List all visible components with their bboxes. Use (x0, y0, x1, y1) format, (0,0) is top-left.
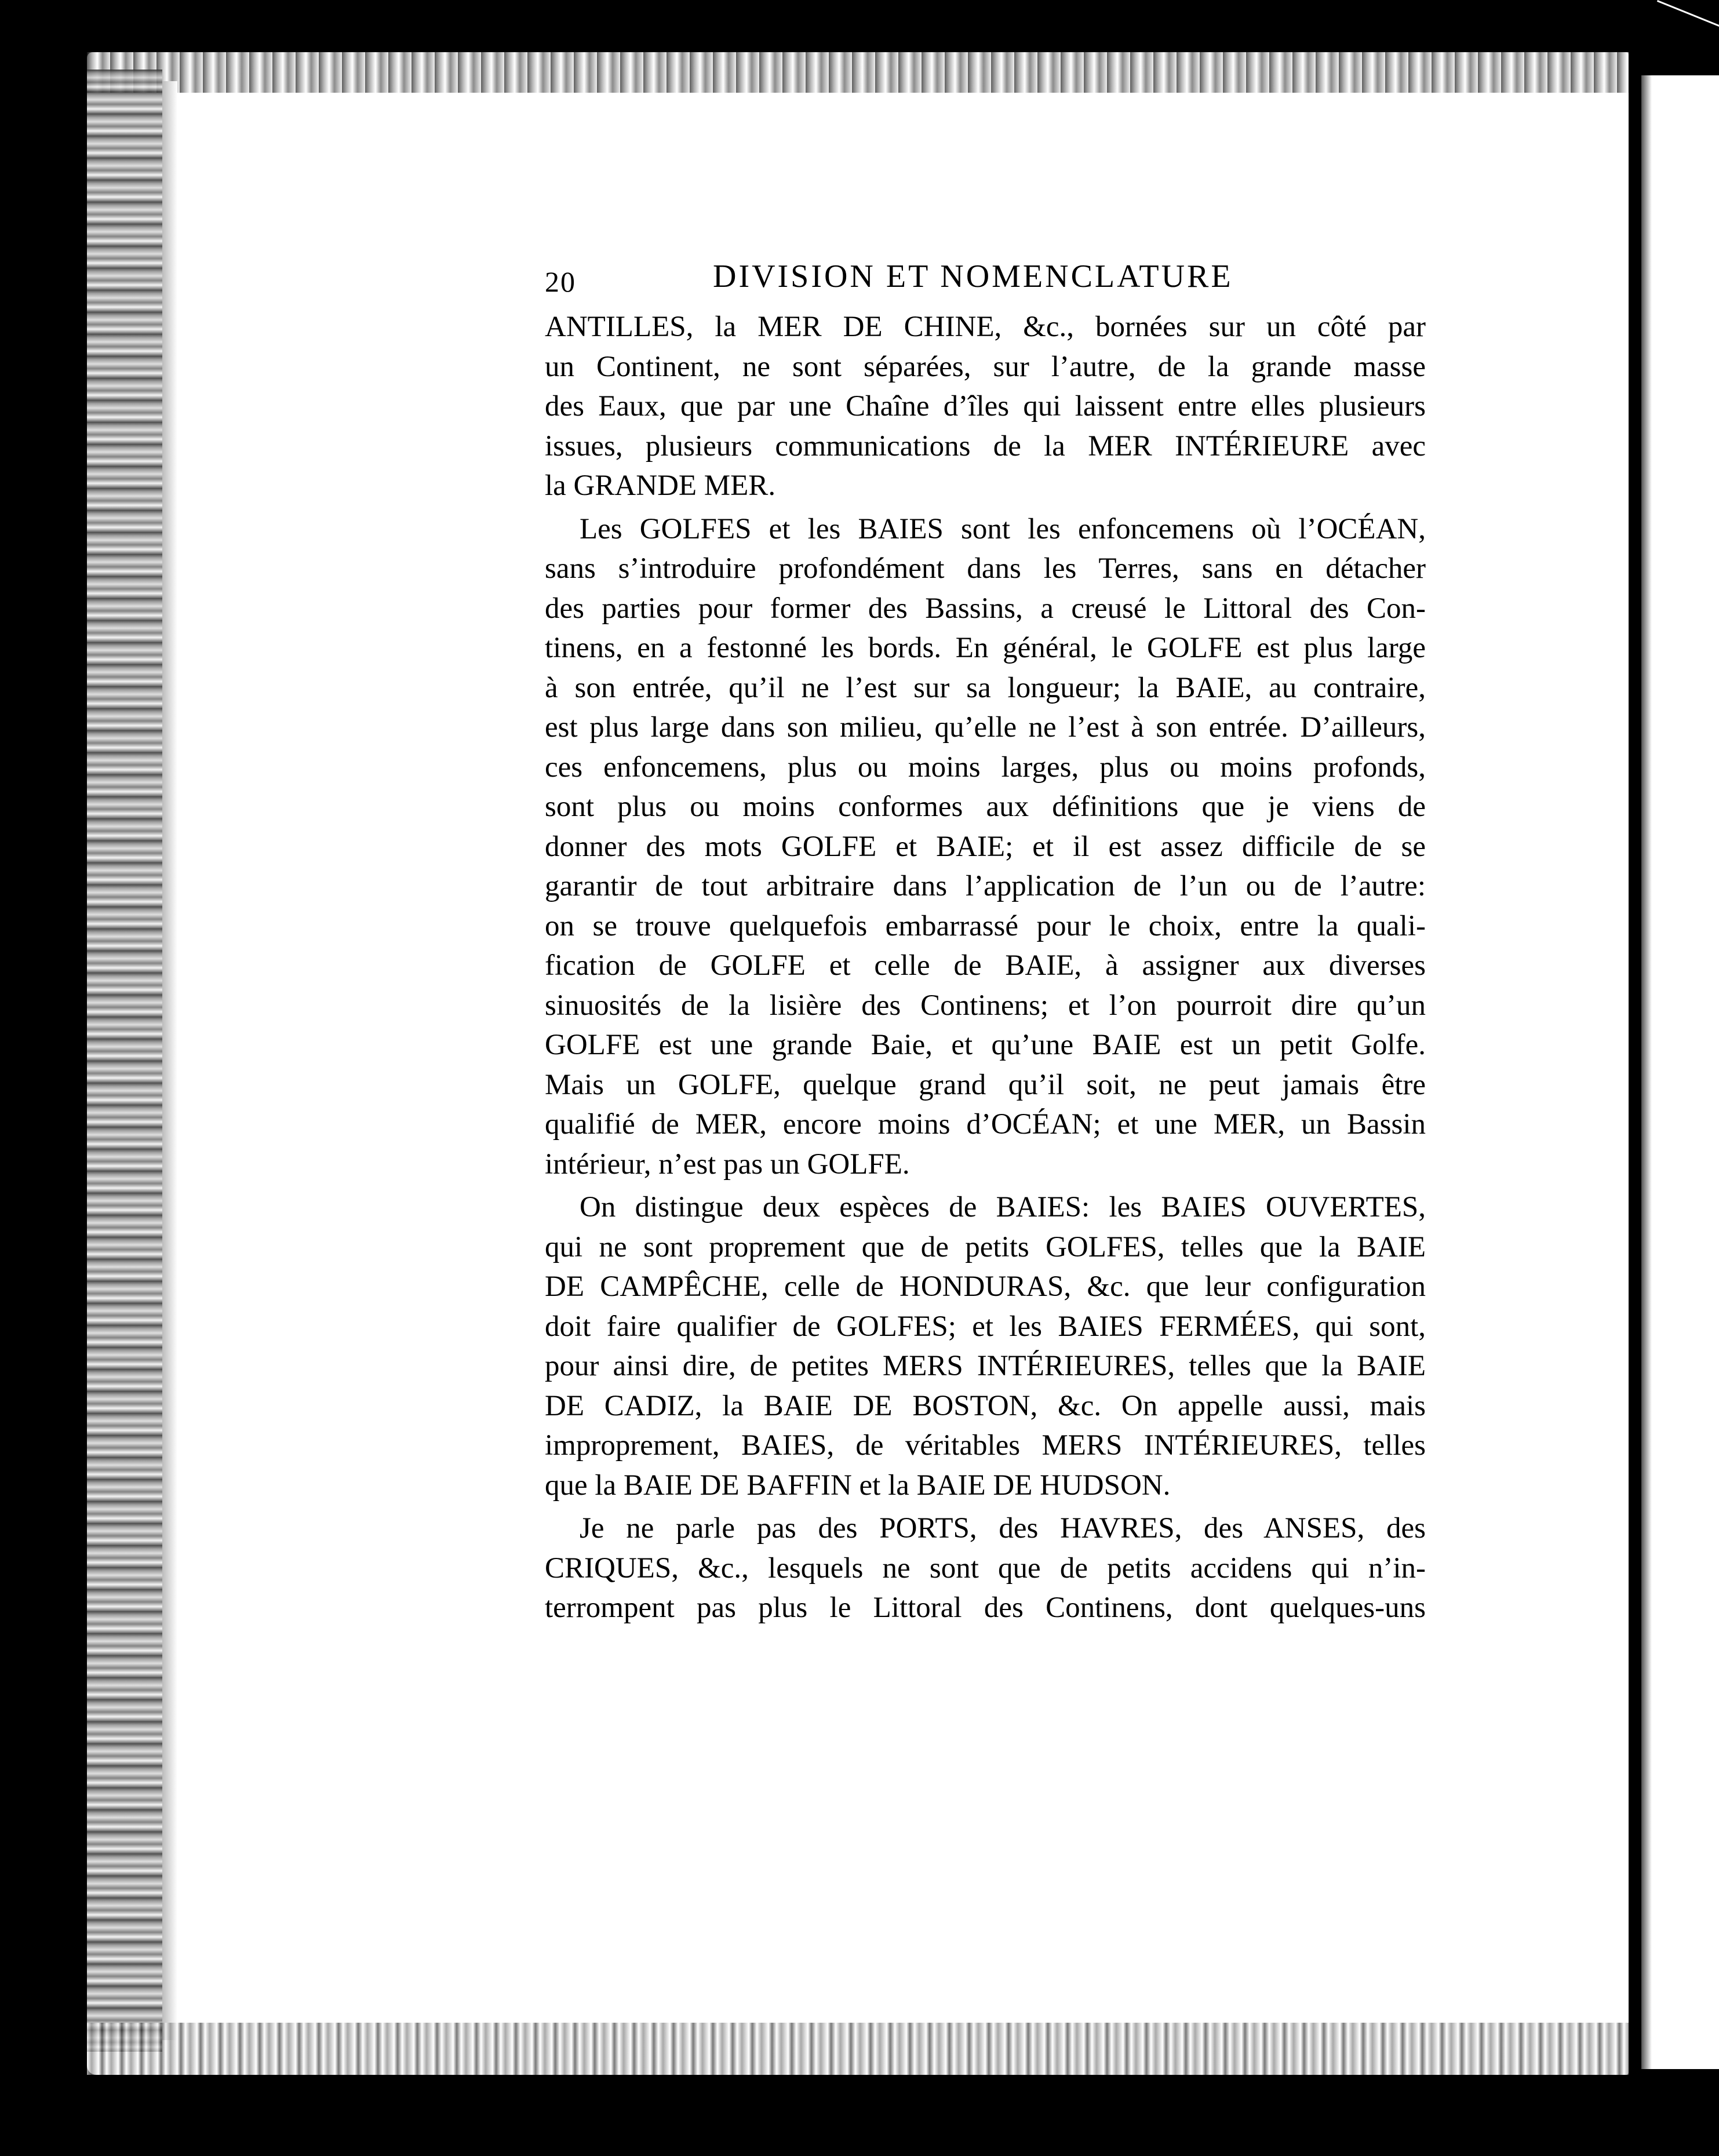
text-line: CRIQUES, &c., lesquels ne sont que de petits accidens qui n’in- (545, 1552, 1426, 1585)
running-head (545, 258, 1426, 304)
text-line: GOLFE est une grande Baie, et qu’une BAIE est un petit Golfe. (545, 1029, 1426, 1061)
facing-page-shadow (1641, 75, 1652, 2069)
page-worn-left-edge (87, 70, 162, 2052)
text-line: tinens, en a festonné les bords. En général, le GOLFE est plus large (545, 632, 1426, 664)
running-title: DIVISION ET NOMENCLATURE (713, 258, 1233, 294)
text-line: donner des mots GOLFE et BAIE; et il est assez difficile de se (545, 830, 1426, 863)
facing-page (1641, 75, 1719, 2069)
paragraph (545, 1509, 1426, 1628)
text-line: est plus large dans son milieu, qu’elle ne l’est à son entrée. D’ailleurs, (545, 711, 1426, 744)
text-line: DE CAMPÊCHE, celle de HONDURAS, &c. que leur configuration (545, 1270, 1426, 1303)
body-text (545, 307, 1426, 1628)
text-line: on se trouve quelquefois embarrassé pour le choix, entre la quali- (545, 909, 1426, 942)
book-gutter (1629, 46, 1641, 2092)
text-line: sinuosités de la lisière des Continens; et l’on pourroit dire qu’un (545, 989, 1426, 1022)
text-line: fication de GOLFE et celle de BAIE, à assigner aux diverses (545, 949, 1426, 982)
text-line: doit faire qualifier de GOLFES; et les BAIES FERMÉES, qui sont, (545, 1310, 1426, 1343)
text-line: des parties pour former des Bassins, a creusé le Littoral des Con- (545, 592, 1426, 625)
page-bottom-edge (87, 2023, 1629, 2075)
paragraph (545, 509, 1426, 1185)
text-line: pour ainsi dire, de petites MERS INTÉRIEURES, telles que la BAIE (545, 1350, 1426, 1382)
text-line: ANTILLES, la MER DE CHINE, &c., bornées sur un côté par (545, 311, 1426, 343)
text-line: intérieur, n’est pas un GOLFE. (545, 1148, 910, 1181)
text-line: ces enfoncemens, plus ou moins larges, plus ou moins profonds, (545, 751, 1426, 784)
text-line: à son entrée, qu’il ne l’est sur sa longueur; la BAIE, au contraire, (545, 671, 1426, 704)
text-line: terrompent pas plus le Littoral des Continens, dont quelques-uns (545, 1591, 1426, 1624)
page-left-edge-shadow (162, 81, 177, 2040)
page-number: 20 (545, 265, 576, 298)
text-line: On distingue deux espèces de BAIES: les BAIES OUVERTES, (580, 1191, 1426, 1223)
text-line: issues, plusieurs communications de la MER INTÉRIEURE avec (545, 429, 1426, 462)
text-line: que la BAIE DE BAFFIN et la BAIE DE HUDSON. (545, 1469, 1171, 1502)
page-top-edge (87, 52, 1629, 93)
text-line: improprement, BAIES, de véritables MERS INTÉRIEURES, telles (545, 1429, 1426, 1462)
text-line: garantir de tout arbitraire dans l’application de l’un ou de l’autre: (545, 870, 1426, 902)
text-line: sans s’introduire profondément dans les Terres, sans en détacher (545, 552, 1426, 585)
paragraph (545, 1188, 1426, 1505)
text-line: sont plus ou moins conformes aux définitions que je viens de (545, 791, 1426, 823)
text-line: Mais un GOLFE, quelque grand qu’il soit, ne peut jamais être (545, 1068, 1426, 1101)
paragraph (545, 307, 1426, 506)
text-line: DE CADIZ, la BAIE DE BOSTON, &c. On appelle aussi, mais (545, 1389, 1426, 1422)
text-line: des Eaux, que par une Chaîne d’îles qui laissent entre elles plusieurs (545, 390, 1426, 423)
text-line: qualifié de MER, encore moins d’OCÉAN; et une MER, un Bassin (545, 1108, 1426, 1141)
text-line: Les GOLFES et les BAIES sont les enfoncemens où l’OCÉAN, (580, 512, 1426, 545)
text-line: Je ne parle pas des PORTS, des HAVRES, des ANSES, des (580, 1512, 1426, 1545)
text-line: la GRANDE MER. (545, 469, 776, 502)
text-line: qui ne sont proprement que de petits GOLFES, telles que la BAIE (545, 1230, 1426, 1263)
text-line: un Continent, ne sont séparées, sur l’autre, de la grande masse (545, 350, 1426, 383)
